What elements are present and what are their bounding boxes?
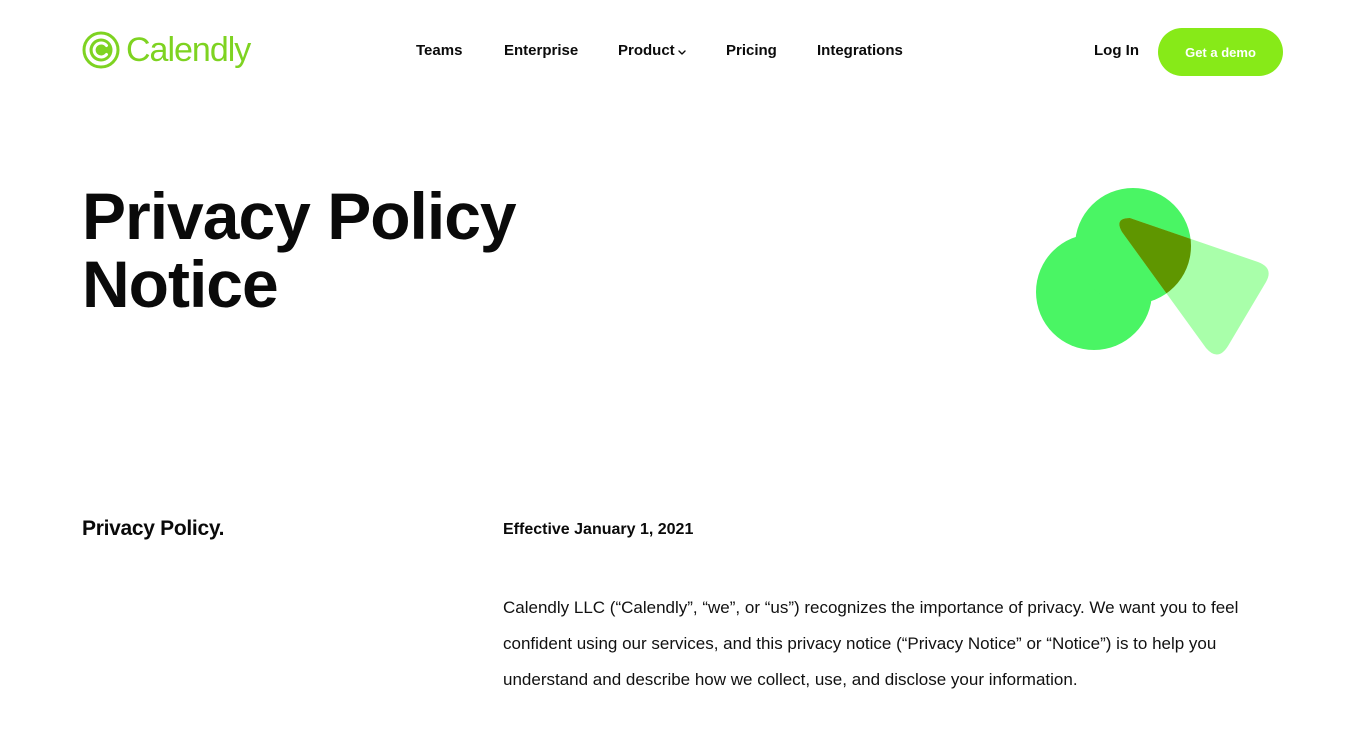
login-link[interactable]: Log In [1094, 42, 1139, 59]
nav-teams[interactable] [416, 40, 462, 62]
section-heading: Privacy Policy. [82, 517, 225, 540]
nav-enterprise-label: Enterprise [504, 42, 579, 59]
page-title-line-2: Notice [82, 247, 278, 321]
nav-product-label: Product [618, 42, 675, 59]
nav-pricing-label: Pricing [726, 42, 777, 59]
nav-teams-label: Teams [416, 42, 463, 59]
nav-pricing[interactable] [726, 40, 777, 62]
nav-product[interactable] [618, 40, 687, 62]
hero-illustration [1030, 184, 1275, 360]
logo-wordmark: Calendly [126, 31, 251, 69]
intro-paragraph: Calendly LLC (“Calendly”, “we”, or “us”) recognizes the importance of privacy. We want you to feel confident using our services, and this privacy notice (“Privacy Notice” or “Notice”) is to help you understand and describe how we collect, use, and disclose your information. [503, 598, 1239, 689]
effective-date: Effective January 1, 2021 [503, 521, 694, 538]
get-demo-button[interactable]: Get a demo [1158, 28, 1283, 76]
chevron-down-icon [677, 47, 687, 57]
page-title-line-1: Privacy Policy [82, 179, 516, 253]
page-title [82, 179, 642, 321]
site-header [0, 0, 1366, 104]
nav-enterprise[interactable] [504, 40, 578, 62]
nav-integrations[interactable] [817, 40, 903, 62]
nav-integrations-label: Integrations [817, 42, 903, 59]
